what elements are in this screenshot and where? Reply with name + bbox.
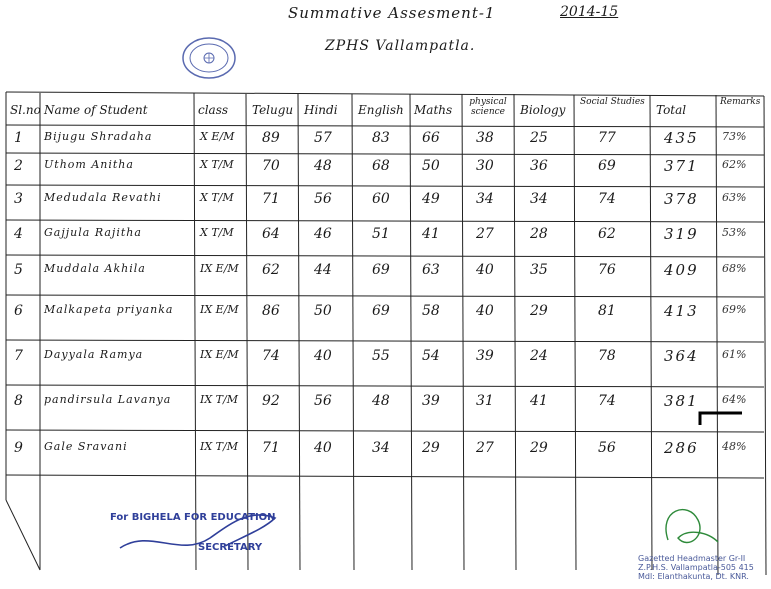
row-8-tot: 381 — [664, 392, 699, 410]
row-8-phy: 31 — [476, 393, 494, 409]
row-9-phy: 27 — [476, 440, 494, 456]
row-8-rem: 64% — [722, 393, 747, 406]
row-7-name: Dayyala Ramya — [44, 348, 144, 361]
row-2-tot: 371 — [664, 157, 699, 175]
row-1-rem: 73% — [722, 130, 747, 143]
row-8-eng: 48 — [372, 393, 390, 409]
footer-secretary-title: SECRETARY — [198, 542, 263, 553]
row-7-hin: 40 — [314, 348, 332, 364]
row-7-cls: IX E/M — [200, 348, 239, 361]
row-9-eng: 34 — [372, 440, 390, 456]
row-3-tel: 71 — [262, 191, 280, 207]
row-4-mat: 41 — [422, 226, 440, 242]
row-1-hin: 57 — [314, 130, 332, 146]
row-9-soc: 56 — [598, 440, 616, 456]
header-physical-science: physical science — [469, 97, 507, 117]
row-9-cls: IX T/M — [200, 440, 238, 453]
row-2-soc: 69 — [598, 158, 616, 174]
row-4-bio: 28 — [530, 226, 548, 242]
row-3-cls: X T/M — [200, 191, 234, 204]
row-7-tel: 74 — [262, 348, 280, 364]
row-5-tot: 409 — [664, 261, 699, 279]
row-2-phy: 30 — [476, 158, 494, 174]
header-sl-no: Sl.no — [10, 103, 41, 117]
row-7-phy: 39 — [476, 348, 494, 364]
header-english: English — [358, 103, 404, 117]
row-9-sl: 9 — [14, 440, 23, 456]
row-4-sl: 4 — [14, 226, 23, 242]
row-7-eng: 55 — [372, 348, 390, 364]
row-6-name: Malkapeta priyanka — [44, 303, 174, 316]
row-1-soc: 77 — [598, 130, 616, 146]
school-name: ZPHS Vallampatla. — [325, 38, 476, 54]
row-7-mat: 54 — [422, 348, 440, 364]
row-6-mat: 58 — [422, 303, 440, 319]
header-hindi: Hindi — [304, 103, 338, 117]
row-5-cls: IX E/M — [200, 262, 239, 275]
ink-mark — [700, 413, 742, 425]
row-6-tel: 86 — [262, 303, 280, 319]
row-9-bio: 29 — [530, 440, 548, 456]
row-3-rem: 63% — [722, 191, 747, 204]
row-1-mat: 66 — [422, 130, 440, 146]
header-biology: Biology — [520, 103, 566, 117]
row-4-soc: 62 — [598, 226, 616, 242]
row-6-tot: 413 — [664, 302, 699, 320]
row-3-sl: 3 — [14, 191, 23, 207]
header-total: Total — [656, 103, 687, 117]
headmaster-signature — [666, 510, 718, 543]
stamp-line-1: Gazetted Headmaster Gr-II — [638, 554, 746, 563]
row-8-bio: 41 — [530, 393, 548, 409]
row-9-hin: 40 — [314, 440, 332, 456]
row-6-rem: 69% — [722, 303, 747, 316]
row-7-soc: 78 — [598, 348, 616, 364]
academic-year: 2014-15 — [560, 4, 619, 20]
row-2-cls: X T/M — [200, 158, 234, 171]
row-3-mat: 49 — [422, 191, 440, 207]
row-9-mat: 29 — [422, 440, 440, 456]
row-5-sl: 5 — [14, 262, 23, 278]
row-4-name: Gajjula Rajitha — [44, 226, 142, 239]
row-3-bio: 34 — [530, 191, 548, 207]
row-5-bio: 35 — [530, 262, 548, 278]
row-1-cls: X E/M — [200, 130, 235, 143]
row-7-rem: 61% — [722, 348, 747, 361]
header-social-studies: Social Studies — [580, 97, 645, 107]
row-5-hin: 44 — [314, 262, 332, 278]
row-6-hin: 50 — [314, 303, 332, 319]
row-1-phy: 38 — [476, 130, 494, 146]
headmaster-stamp — [638, 555, 754, 581]
row-2-eng: 68 — [372, 158, 390, 174]
row-3-hin: 56 — [314, 191, 332, 207]
row-6-soc: 81 — [598, 303, 616, 319]
row-2-mat: 50 — [422, 158, 440, 174]
row-5-soc: 76 — [598, 262, 616, 278]
row-2-name: Uthom Anitha — [44, 158, 134, 171]
stamp-line-2: Z.P.H.S. Vallampatla-505 415 — [638, 562, 754, 572]
row-1-eng: 83 — [372, 130, 390, 146]
header-class: class — [198, 103, 229, 117]
row-8-tel: 92 — [262, 393, 280, 409]
footer-organisation: For BIGHELA FOR EDUCATION — [110, 512, 276, 523]
stamp-line-3: Mdl: Elanthakunta, Dt. KNR. — [638, 571, 749, 581]
row-4-cls: X T/M — [200, 226, 234, 239]
row-6-eng: 69 — [372, 303, 390, 319]
row-1-bio: 25 — [530, 130, 548, 146]
row-1-tel: 89 — [262, 130, 280, 146]
row-4-tot: 319 — [664, 225, 699, 243]
row-5-tel: 62 — [262, 262, 280, 278]
row-6-cls: IX E/M — [200, 303, 239, 316]
row-9-tot: 286 — [664, 439, 699, 457]
row-6-bio: 29 — [530, 303, 548, 319]
row-4-rem: 53% — [722, 226, 747, 239]
row-2-rem: 62% — [722, 158, 747, 171]
row-2-bio: 36 — [530, 158, 548, 174]
row-7-tot: 364 — [664, 347, 699, 365]
row-3-soc: 74 — [598, 191, 616, 207]
row-1-name: Bijugu Shradaha — [44, 130, 153, 143]
row-8-hin: 56 — [314, 393, 332, 409]
header-maths: Maths — [414, 103, 453, 117]
row-1-tot: 435 — [664, 129, 699, 147]
header-telugu: Telugu — [252, 103, 294, 117]
row-4-phy: 27 — [476, 226, 494, 242]
row-8-soc: 74 — [598, 393, 616, 409]
row-5-mat: 63 — [422, 262, 440, 278]
row-5-phy: 40 — [476, 262, 494, 278]
row-4-tel: 64 — [262, 226, 280, 242]
row-9-name: Gale Sravani — [44, 440, 128, 453]
row-2-sl: 2 — [14, 158, 23, 174]
row-8-cls: IX T/M — [200, 393, 238, 406]
row-3-tot: 378 — [664, 190, 699, 208]
row-8-sl: 8 — [14, 393, 23, 409]
row-7-sl: 7 — [14, 348, 23, 364]
row-5-name: Muddala Akhila — [44, 262, 146, 275]
row-3-phy: 34 — [476, 191, 494, 207]
row-2-hin: 48 — [314, 158, 332, 174]
row-5-rem: 68% — [722, 262, 747, 275]
document-title: Summative Assesment-1 — [288, 4, 496, 22]
row-9-tel: 71 — [262, 440, 280, 456]
row-6-sl: 6 — [14, 303, 23, 319]
row-4-hin: 46 — [314, 226, 332, 242]
row-1-sl: 1 — [14, 130, 23, 146]
row-9-rem: 48% — [722, 440, 747, 453]
row-3-name: Medudala Revathi — [44, 191, 162, 204]
row-7-bio: 24 — [530, 348, 548, 364]
header-remarks: Remarks — [720, 97, 761, 107]
row-4-eng: 51 — [372, 226, 390, 242]
header-name-of-student: Name of Student — [44, 103, 148, 117]
row-6-phy: 40 — [476, 303, 494, 319]
row-2-tel: 70 — [262, 158, 280, 174]
row-8-name: pandirsula Lavanya — [44, 393, 172, 406]
row-5-eng: 69 — [372, 262, 390, 278]
row-3-eng: 60 — [372, 191, 390, 207]
row-8-mat: 39 — [422, 393, 440, 409]
